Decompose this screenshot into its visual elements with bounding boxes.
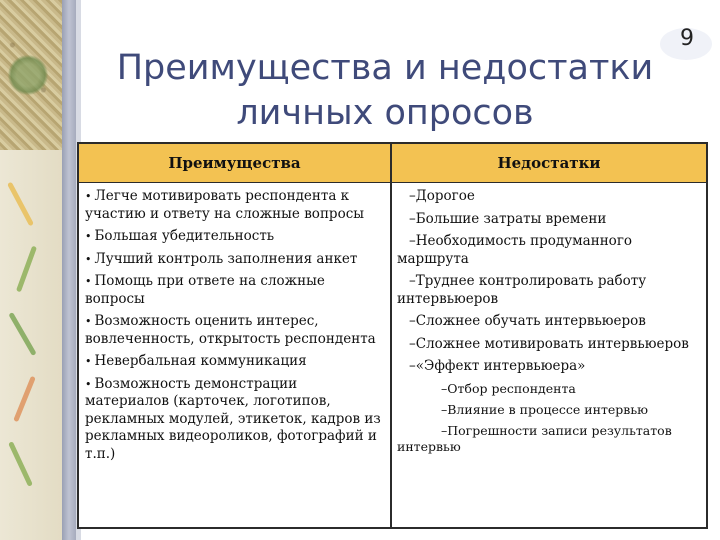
sub-item — [397, 423, 697, 455]
disadvantage-text: –Дорогое — [409, 188, 475, 204]
list-item: • Возможность оценить интерес, вовлеченность, открытость респондента — [85, 313, 376, 347]
advantage-text: Лучший контроль заполнения анкет — [94, 250, 358, 267]
deco-stroke — [7, 182, 34, 227]
list-item — [397, 336, 697, 354]
sub-item-text: –Влияние в процессе интервью — [441, 401, 649, 417]
deco-stroke — [8, 312, 36, 356]
advantage-text: Невербальная коммуникация — [94, 353, 307, 369]
list-item — [397, 313, 697, 331]
header-advantages: Преимущества — [168, 154, 301, 172]
list-item: • Большая убедительность — [85, 228, 275, 244]
comparison-table — [77, 142, 708, 529]
list-item — [397, 358, 697, 376]
disadvantage-text: –Большие затраты времени — [409, 210, 607, 227]
column-divider — [390, 144, 392, 527]
deco-stroke — [8, 441, 33, 487]
sub-item — [397, 381, 697, 397]
table-header — [79, 144, 706, 183]
list-item — [397, 273, 697, 308]
page-number: 9 — [680, 26, 694, 51]
sub-item — [397, 402, 697, 418]
sub-item-text: –Погрешности записи результатов интервью — [397, 422, 672, 454]
advantage-text: Возможность оценить интерес, вовлеченность, открытость респондента — [85, 313, 376, 347]
slide-title: Преимущества и недостатки личных опросов — [116, 48, 654, 133]
list-item: • Легче мотивировать респондента к участию и ответу на сложные вопросы — [85, 188, 365, 222]
advantage-text: Помощь при ответе на сложные вопросы — [85, 273, 325, 307]
disadvantage-text: –Сложнее обучать интервьюеров — [409, 313, 646, 329]
list-item: • Невербальная коммуникация — [85, 353, 307, 369]
texture-panel — [0, 0, 62, 150]
list-item: • Лучший контроль заполнения анкет — [85, 250, 358, 267]
left-decoration — [0, 0, 62, 540]
header-disadvantages: Недостатки — [497, 154, 601, 172]
disadvantage-text: –«Эффект интервьюера» — [409, 358, 586, 374]
list-item: • Возможность демонстрации материалов (карточек, логотипов, рекламных модулей, этикеток, кадров из рекламных видеороликов, фотографий и т.п.) — [85, 375, 381, 462]
list-item — [397, 188, 697, 206]
list-item — [397, 211, 697, 229]
leaf-blob — [8, 55, 48, 95]
advantage-text: Возможность демонстрации материалов (карточек, логотипов, рекламных модулей, этикеток, кадров из рекламных видеороликов, фотографий и т.п.) — [85, 375, 381, 462]
list-item — [397, 233, 697, 268]
stroke-panel — [0, 150, 62, 540]
advantage-text: Большая убедительность — [94, 228, 275, 244]
sub-item-text: –Отбор респондента — [441, 380, 576, 396]
deco-stroke — [13, 376, 36, 422]
disadvantage-text: –Труднее контролировать работу интервьюеров — [397, 273, 647, 307]
disadvantage-text: –Необходимость продуманного маршрута — [397, 233, 633, 267]
disadvantage-text: –Сложнее мотивировать интервьюеров — [409, 335, 689, 352]
deco-stroke — [16, 246, 37, 293]
vertical-bar — [62, 0, 76, 540]
disadvantages-list — [397, 188, 697, 460]
advantages-list — [85, 188, 383, 468]
list-item: • Помощь при ответе на сложные вопросы — [85, 273, 325, 307]
advantage-text: Легче мотивировать респондента к участию и ответу на сложные вопросы — [85, 188, 365, 222]
